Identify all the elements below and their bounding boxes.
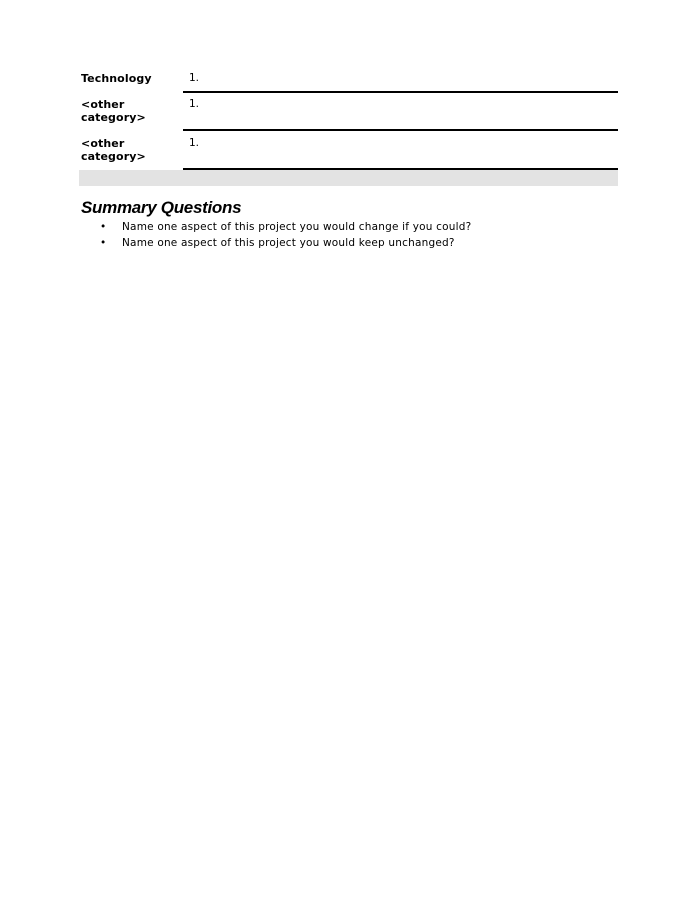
question-text: Name one aspect of this project you would change if you could? [122, 221, 472, 233]
list-item [81, 219, 471, 235]
bullet-icon: • [100, 237, 107, 249]
entry-cell: 1. [183, 93, 618, 131]
table-row [79, 131, 618, 170]
summary-questions-list [81, 219, 471, 251]
shaded-separator-bar [79, 170, 618, 186]
category-label: <other category> [81, 137, 146, 163]
category-label: Technology [81, 72, 152, 85]
category-label: <other category> [81, 98, 146, 124]
question-text: Name one aspect of this project you would keep unchanged? [122, 237, 455, 249]
entry-cell: 1. [183, 66, 618, 93]
bullet-icon: • [100, 221, 107, 233]
summary-questions-heading: Summary Questions [81, 198, 242, 217]
table-row [79, 66, 618, 93]
list-item [81, 235, 471, 251]
entry-cell: 1. [183, 131, 618, 170]
lessons-learned-table [79, 66, 618, 186]
table-row [79, 93, 618, 131]
